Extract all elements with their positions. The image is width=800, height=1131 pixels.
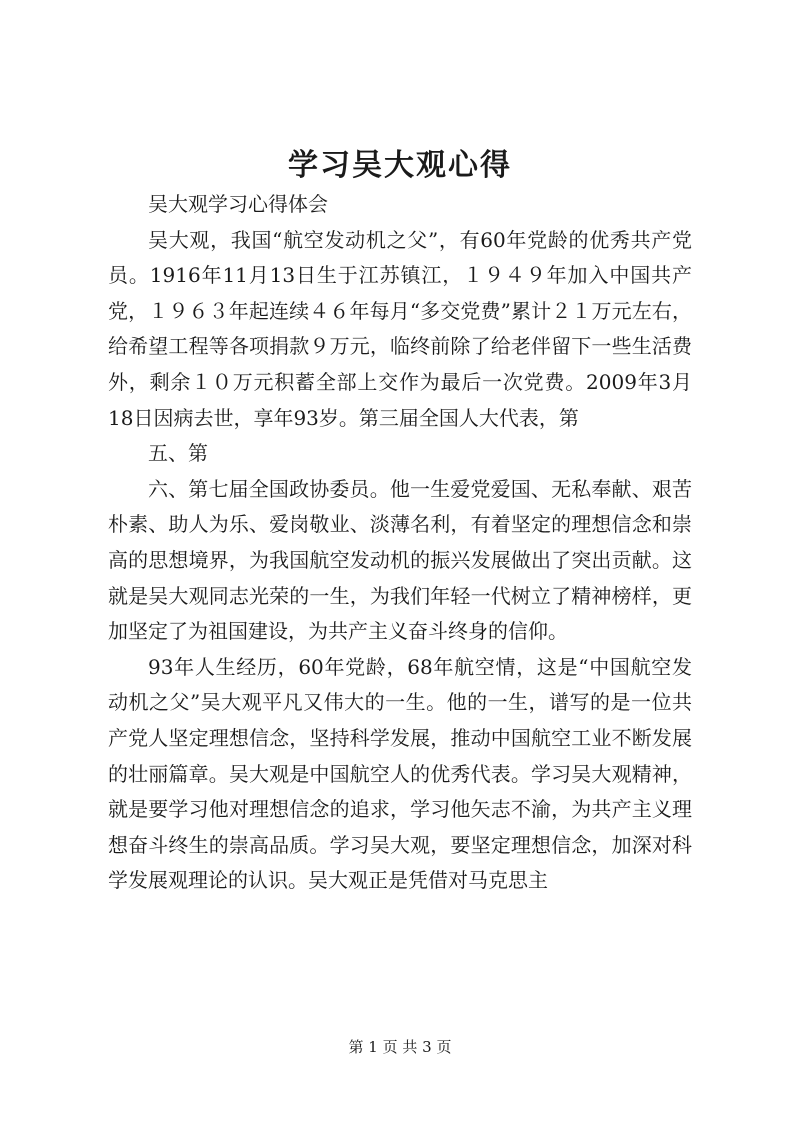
paragraph: 六、第七届全国政协委员。他一生爱党爱国、无私奉献、艰苦朴素、助人为乐、爱岗敬业、淡薄名利，有着坚定的理想信念和崇高的思想境界，为我国航空发动机的振兴发展做出了突出贡献。这就是吴大观同志光荣的一生，为我们年轻一代树立了精神榜样，更加坚定了为祖国建设，为共产主义奋斗终身的信仰。 bbox=[108, 476, 692, 644]
paragraph: 93年人生经历，60年党龄，68年航空情，这是“中国航空发动机之父”吴大观平凡又伟大的一生。他的一生，谱写的是一位共产党人坚定理想信念，坚持科学发展，推动中国航空工业不断发展的壮丽篇章。吴大观是中国航空人的优秀代表。学习吴大观精神，就是要学习他对理想信念的追求，学习他矢志不渝，为共产主义理想奋斗终生的崇高品质。学习吴大观，要坚定理想信念，加深对科学发展观理论的认识。吴大观正是凭借对马克思主 bbox=[108, 654, 692, 893]
paragraph: 五、第 bbox=[148, 441, 208, 466]
paragraph: 吴大观学习心得体会 bbox=[148, 192, 328, 216]
page-title: 学习吴大观心得 bbox=[288, 148, 512, 183]
document-body bbox=[108, 187, 692, 899]
page-footer: 第 1 页 共 3 页 bbox=[348, 1038, 452, 1056]
paragraph: 吴大观，我国“航空发动机之父”，有60年党龄的优秀共产党员。1916年11月13日生于江苏镇江，１９４９年加入中国共产党，１９６３年起连续４６年每月“多交党费”累计２１万元左右，给希望工程等各项捐款９万元，临终前除了给老伴留下一些生活费外，剩余１０万元积蓄全部上交作为最后一次党费。2009年3月18日因病去世，享年93岁。第三届全国人大代表，第 bbox=[108, 227, 692, 430]
